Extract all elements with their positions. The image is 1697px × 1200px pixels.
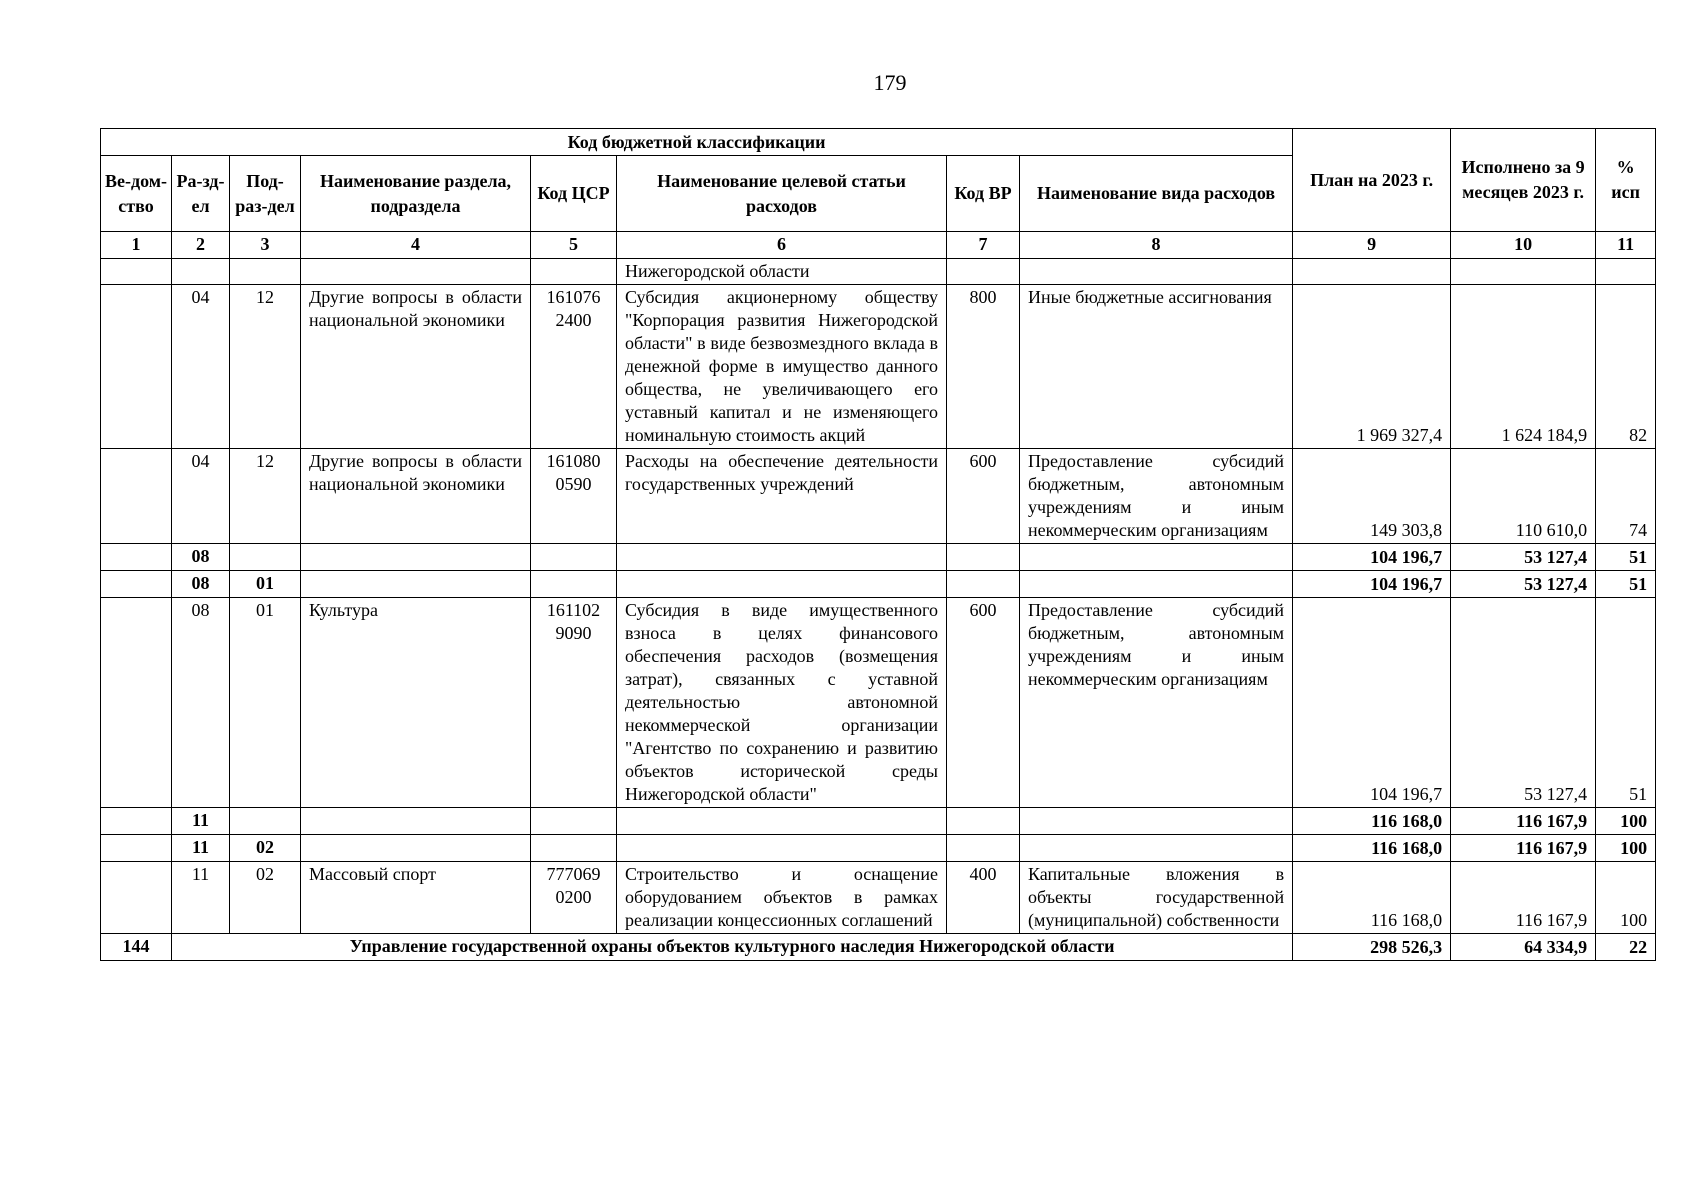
header-vr: Код ВР <box>947 156 1020 232</box>
subtotal-row-1102 <box>101 835 1656 862</box>
razdel-cell: 11 <box>172 862 230 934</box>
done-cell: 116 167,9 <box>1451 862 1596 934</box>
dept-plan: 298 526,3 <box>1293 934 1451 961</box>
csr-cell: 161102 9090 <box>531 598 617 808</box>
plan-cell: 1 969 327,4 <box>1293 285 1451 449</box>
done-cell: 53 127,4 <box>1451 598 1596 808</box>
csr-cell: 161076 2400 <box>531 285 617 449</box>
pct-cell: 74 <box>1596 449 1656 544</box>
col-number: 6 <box>617 232 947 259</box>
vr-name-cell: Предоставление субсидий бюджетным, автономным учреждениям и иным некоммерческим организациям <box>1020 449 1293 544</box>
csr-cell: 161080 0590 <box>531 449 617 544</box>
col-number: 3 <box>230 232 301 259</box>
continuation-row <box>101 259 1656 285</box>
page-number: 179 <box>873 70 907 95</box>
header-name-razdel: Наименование раздела, подраздела <box>301 156 531 232</box>
subtotal-pct: 51 <box>1596 571 1656 598</box>
vr-cell: 400 <box>947 862 1020 934</box>
podrazdel-cell: 12 <box>230 449 301 544</box>
header-name-target: Наименование целевой статьи расходов <box>617 156 947 232</box>
vr-cell: 600 <box>947 449 1020 544</box>
subtotal-razdel: 11 <box>172 835 230 862</box>
subtotal-plan: 116 168,0 <box>1293 808 1451 835</box>
subtotal-plan: 104 196,7 <box>1293 571 1451 598</box>
col-number: 9 <box>1293 232 1451 259</box>
header-pct: % исп <box>1596 129 1656 232</box>
col-number: 1 <box>101 232 172 259</box>
header-row-top <box>101 129 1656 156</box>
vr-name-cell: Иные бюджетные ассигнования <box>1020 285 1293 449</box>
subtotal-plan: 116 168,0 <box>1293 835 1451 862</box>
column-numbers-row <box>101 232 1656 259</box>
podrazdel-cell: 12 <box>230 285 301 449</box>
subtotal-pct: 51 <box>1596 544 1656 571</box>
header-done: Исполнено за 9 месяцев 2023 г. <box>1451 129 1596 232</box>
csr-cell: 777069 0200 <box>531 862 617 934</box>
col-number: 11 <box>1596 232 1656 259</box>
pct-cell: 100 <box>1596 862 1656 934</box>
pct-cell: 82 <box>1596 285 1656 449</box>
razdel-cell: 04 <box>172 285 230 449</box>
subtotal-podrazdel: 02 <box>230 835 301 862</box>
subtotal-pct: 100 <box>1596 835 1656 862</box>
name-razdel-cell: Другие вопросы в области национальной экономики <box>301 449 531 544</box>
razdel-cell: 08 <box>172 598 230 808</box>
podrazdel-cell: 02 <box>230 862 301 934</box>
col-number: 8 <box>1020 232 1293 259</box>
subtotal-done: 116 167,9 <box>1451 808 1596 835</box>
table-row <box>101 862 1656 934</box>
header-podrazdel: Под-раз-дел <box>230 156 301 232</box>
subtotal-razdel: 08 <box>172 571 230 598</box>
header-group-title: Код бюджетной классификации <box>101 129 1293 156</box>
subtotal-razdel: 11 <box>172 808 230 835</box>
razdel-cell: 04 <box>172 449 230 544</box>
vr-cell: 800 <box>947 285 1020 449</box>
table-row <box>101 449 1656 544</box>
subtotal-podrazdel: 01 <box>230 571 301 598</box>
col-number: 7 <box>947 232 1020 259</box>
col-number: 5 <box>531 232 617 259</box>
subtotal-razdel: 08 <box>172 544 230 571</box>
subtotal-done: 53 127,4 <box>1451 571 1596 598</box>
dept-code: 144 <box>101 934 172 961</box>
podrazdel-cell: 01 <box>230 598 301 808</box>
department-total-row <box>101 934 1656 961</box>
done-cell: 110 610,0 <box>1451 449 1596 544</box>
table-row <box>101 598 1656 808</box>
name-razdel-cell: Массовый спорт <box>301 862 531 934</box>
subtotal-done: 116 167,9 <box>1451 835 1596 862</box>
dept-name: Управление государственной охраны объектов культурного наследия Нижегородской области <box>172 934 1293 961</box>
subtotal-plan: 104 196,7 <box>1293 544 1451 571</box>
done-cell: 1 624 184,9 <box>1451 285 1596 449</box>
col-number: 4 <box>301 232 531 259</box>
subtotal-row-0801 <box>101 571 1656 598</box>
continuation-text: Нижегородской области <box>617 259 947 285</box>
dept-pct: 22 <box>1596 934 1656 961</box>
target-cell: Строительство и оснащение оборудованием объектов в рамках реализации концессионных соглашений <box>617 862 947 934</box>
header-vedomstvo: Ве-дом-ство <box>101 156 172 232</box>
target-cell: Субсидия в виде имущественного взноса в целях финансового обеспечения расходов (возмещения затрат), связанных с уставной деятельностью автономной некоммерческой организации "Агентство по сохранению и развитию объектов исторической среды Нижегородской области" <box>617 598 947 808</box>
col-number: 2 <box>172 232 230 259</box>
vr-cell: 600 <box>947 598 1020 808</box>
name-razdel-cell: Другие вопросы в области национальной экономики <box>301 285 531 449</box>
header-razdel: Ра-зд-ел <box>172 156 230 232</box>
target-cell: Расходы на обеспечение деятельности государственных учреждений <box>617 449 947 544</box>
vr-name-cell: Капитальные вложения в объекты государственной (муниципальной) собственности <box>1020 862 1293 934</box>
header-csr: Код ЦСР <box>531 156 617 232</box>
subtotal-row-08 <box>101 544 1656 571</box>
vr-name-cell: Предоставление субсидий бюджетным, автономным учреждениям и иным некоммерческим организациям <box>1020 598 1293 808</box>
plan-cell: 116 168,0 <box>1293 862 1451 934</box>
header-name-vr: Наименование вида расходов <box>1020 156 1293 232</box>
subtotal-row-11 <box>101 808 1656 835</box>
subtotal-pct: 100 <box>1596 808 1656 835</box>
header-plan: План на 2023 г. <box>1293 129 1451 232</box>
pct-cell: 51 <box>1596 598 1656 808</box>
table-row <box>101 285 1656 449</box>
col-number: 10 <box>1451 232 1596 259</box>
target-cell: Субсидия акционерному обществу "Корпорация развития Нижегородской области" в виде безвозмездного вклада в денежной форме в имущество данного общества, не увеличивающего его уставный капитал и не изменяющего номинальную стоимость акций <box>617 285 947 449</box>
name-razdel-cell: Культура <box>301 598 531 808</box>
plan-cell: 149 303,8 <box>1293 449 1451 544</box>
budget-table <box>100 128 1656 961</box>
plan-cell: 104 196,7 <box>1293 598 1451 808</box>
subtotal-done: 53 127,4 <box>1451 544 1596 571</box>
dept-done: 64 334,9 <box>1451 934 1596 961</box>
